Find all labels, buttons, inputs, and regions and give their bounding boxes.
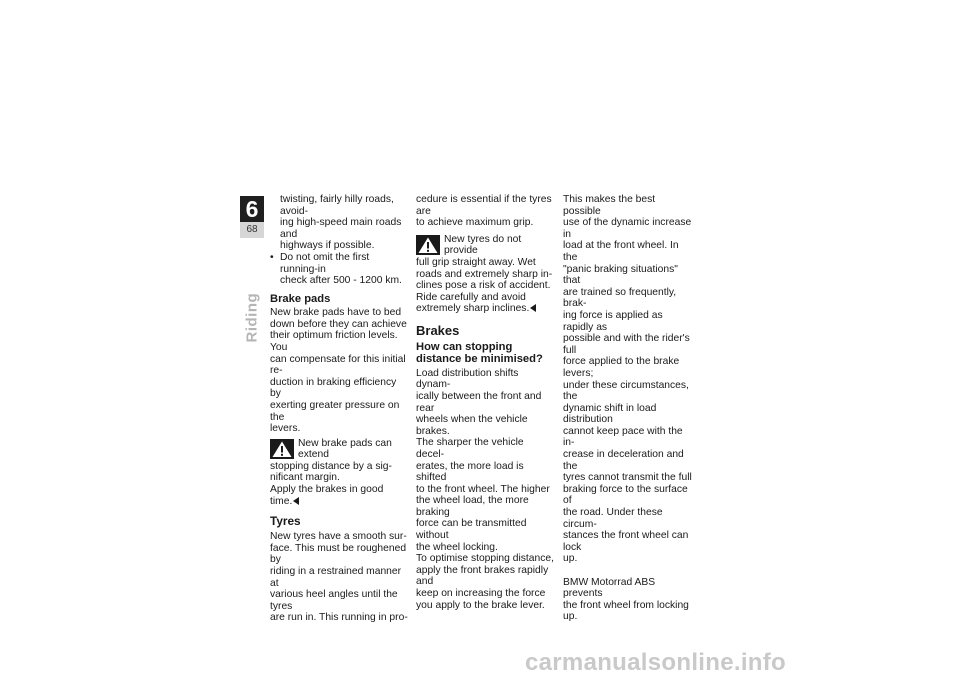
bullet-mark: • bbox=[270, 251, 274, 263]
text-line: you apply to the brake lever. bbox=[416, 599, 545, 611]
text-line: use of the dynamic increase in bbox=[563, 217, 692, 240]
text-line: To optimise stopping distance, bbox=[416, 553, 554, 565]
text-line: force applied to the brake levers; bbox=[563, 356, 680, 379]
text-line: The sharper the vehicle decel- bbox=[416, 437, 524, 460]
text-line: are trained so frequently, brak- bbox=[563, 286, 677, 310]
heading-line: distance be minimised? bbox=[416, 353, 543, 366]
end-of-section-icon bbox=[530, 304, 536, 312]
text-line: New tyres have a smooth sur- bbox=[270, 531, 407, 543]
text-line: ically between the front and rear bbox=[416, 390, 542, 414]
text-line-content: Apply the brakes in good time. bbox=[270, 484, 384, 507]
chapter-name-vertical: Riding bbox=[243, 292, 261, 343]
text-line: This makes the best possible bbox=[563, 194, 656, 217]
text-line: New brake pads have to bed bbox=[270, 307, 402, 319]
end-of-section-icon bbox=[293, 497, 299, 505]
text-line: stopping distance by a sig- bbox=[270, 460, 392, 472]
text-line: BMW Motorrad ABS prevents bbox=[563, 576, 656, 600]
text-line: to the front wheel. The higher bbox=[416, 483, 550, 495]
text-line: Load distribution shifts dynam- bbox=[416, 367, 519, 391]
text-line: apply the front brakes rapidly and bbox=[416, 564, 549, 588]
heading-brakes: Brakes bbox=[416, 322, 460, 338]
text-line: full grip straight away. Wet bbox=[416, 256, 536, 268]
text-line: roads and extremely sharp in- bbox=[416, 268, 553, 280]
page-number: 68 bbox=[240, 222, 264, 238]
text-line: ing high-speed main roads and bbox=[280, 217, 402, 240]
text-line: their optimum friction levels. You bbox=[270, 330, 398, 353]
warning-triangle-icon bbox=[416, 235, 440, 255]
text-line: various heel angles until the tyres bbox=[270, 589, 398, 612]
text-line bbox=[416, 303, 554, 315]
text-line: stances the front wheel can lock bbox=[563, 530, 689, 553]
text-line: face. This must be roughened by bbox=[270, 542, 407, 566]
text-line: the road. Under these circum- bbox=[563, 507, 663, 530]
text-line: to achieve maximum grip. bbox=[416, 217, 534, 229]
text-line: wheels when the vehicle brakes. bbox=[416, 414, 528, 437]
text-line: crease in deceleration and the bbox=[563, 449, 684, 472]
text-column-1 bbox=[270, 194, 408, 624]
text-line: keep on increasing the force bbox=[416, 588, 546, 600]
warning-new-tyres bbox=[416, 234, 554, 315]
heading-tyres: Tyres bbox=[270, 514, 301, 529]
text-column-2 bbox=[416, 194, 554, 611]
text-line: ing force is applied as rapidly as bbox=[563, 309, 663, 333]
text-line: tyres cannot transmit the full bbox=[563, 472, 692, 484]
text-line: load at the front wheel. In the bbox=[563, 240, 679, 263]
text-line: check after 500 - 1200 km. bbox=[280, 275, 402, 287]
bullet-item bbox=[270, 252, 408, 287]
text-line: highways if possible. bbox=[280, 240, 375, 252]
text-line: twisting, fairly hilly roads, avoid- bbox=[280, 194, 394, 217]
text-line: New brake pads can extend bbox=[298, 437, 392, 461]
text-line: the front wheel from locking up. bbox=[563, 599, 689, 623]
text-line: force can be transmitted without bbox=[416, 518, 527, 542]
heading-brake-pads: Brake pads bbox=[270, 292, 331, 305]
text-line: down before they can achieve bbox=[270, 318, 407, 330]
paragraph-gap bbox=[563, 565, 695, 577]
text-line: can compensate for this initial re- bbox=[270, 353, 406, 377]
text-line: up. bbox=[563, 553, 578, 565]
text-line-content: extremely sharp inclines. bbox=[416, 303, 530, 315]
text-line: the wheel load, the more braking bbox=[416, 495, 529, 518]
paragraph-panic-braking bbox=[563, 194, 695, 565]
text-line: possible and with the rider's full bbox=[563, 333, 690, 356]
text-line: cannot keep pace with the in- bbox=[563, 425, 683, 449]
text-line: cedure is essential if the tyres are bbox=[416, 194, 552, 217]
text-line: "panic braking situations" that bbox=[563, 263, 678, 287]
continued-paragraph bbox=[270, 194, 408, 252]
text-line: exerting greater pressure on the bbox=[270, 399, 400, 423]
text-line: duction in braking efficiency by bbox=[270, 376, 397, 400]
continued-paragraph bbox=[416, 194, 554, 229]
text-line: Ride carefully and avoid bbox=[416, 291, 526, 303]
text-line: levers. bbox=[270, 423, 301, 435]
paragraph-brake-pads bbox=[270, 307, 408, 435]
text-line: under these circumstances, the bbox=[563, 379, 689, 403]
text-line: clines pose a risk of accident. bbox=[416, 280, 551, 292]
paragraph-abs bbox=[563, 577, 695, 623]
warning-triangle-icon bbox=[270, 439, 294, 459]
paragraph-tyres bbox=[270, 531, 408, 624]
text-line: the wheel locking. bbox=[416, 541, 498, 553]
heading-stopping-distance bbox=[416, 341, 554, 366]
text-line: erates, the more load is shifted bbox=[416, 460, 524, 484]
paragraph-stopping-distance bbox=[416, 368, 554, 611]
text-line: are run in. This running in pro- bbox=[270, 612, 408, 624]
text-column-3 bbox=[563, 194, 695, 623]
text-line: New tyres do not provide bbox=[444, 233, 522, 257]
text-line: dynamic shift in load distribution bbox=[563, 402, 657, 426]
text-line: nificant margin. bbox=[270, 472, 340, 484]
text-line: Do not omit the first running-in bbox=[280, 251, 370, 275]
text-line: riding in a restrained manner at bbox=[270, 566, 402, 589]
warning-brake-pads bbox=[270, 438, 408, 508]
watermark: carmanualsonline.info bbox=[525, 649, 787, 676]
text-line: braking force to the surface of bbox=[563, 483, 688, 507]
heading-line: How can stopping bbox=[416, 340, 513, 353]
text-line bbox=[270, 484, 408, 507]
chapter-number-tab: 6 bbox=[240, 196, 264, 222]
